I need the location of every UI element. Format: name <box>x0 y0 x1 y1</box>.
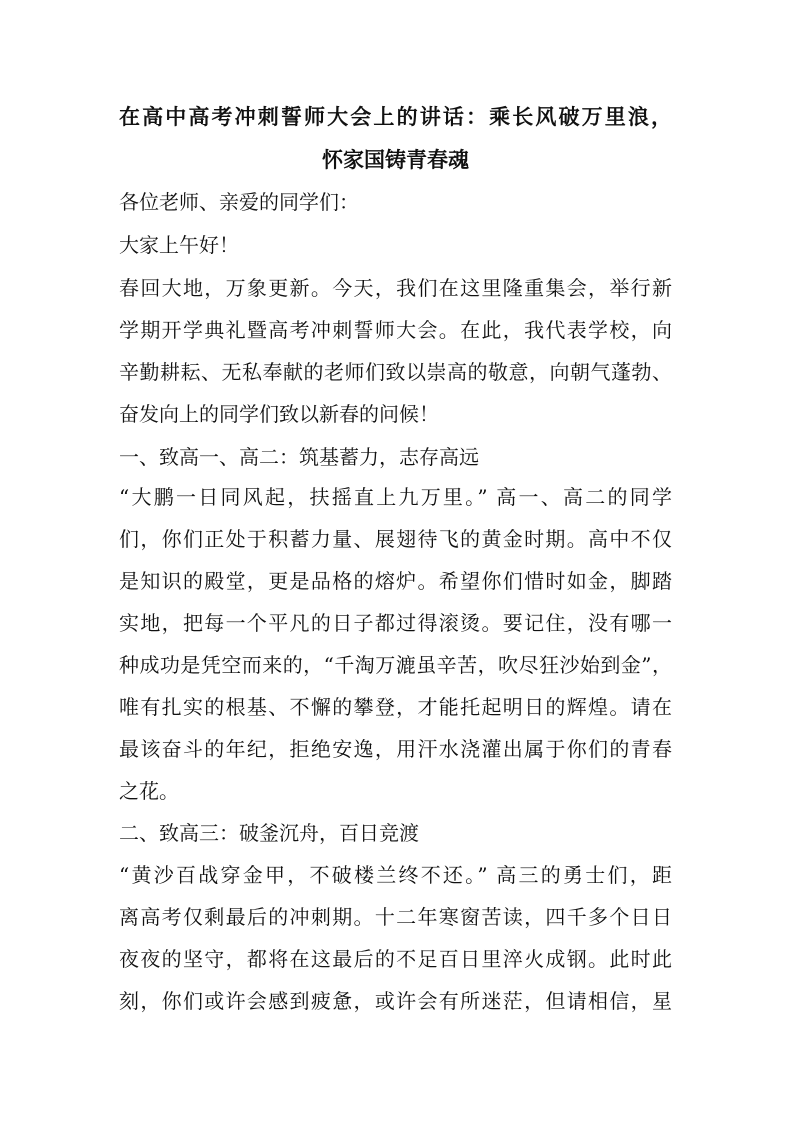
section-1-line: 唯有扎实的根基、不懈的攀登，才能托起明日的辉煌。请在 <box>119 695 672 719</box>
section-1-line: 种成功是凭空而来的，“千淘万漉虽辛苦，吹尽狂沙始到金”， <box>119 653 672 677</box>
section-2-line: 夜夜的坚守，都将在这最后的不足百日里淬火成钢。此时此 <box>119 947 672 971</box>
section-2-line: “黄沙百战穿金甲，不破楼兰终不还。” 高三的勇士们，距 <box>119 863 672 887</box>
intro-line: 春回大地，万象更新。今天，我们在这里隆重集会，举行新 <box>119 276 672 300</box>
section-1-line: 最该奋斗的年纪，拒绝安逸，用汗水浇灌出属于你们的青春 <box>119 737 672 761</box>
section-1-line: 们，你们正处于积蓄力量、展翅待飞的黄金时期。高中不仅 <box>119 527 672 551</box>
document-title-line-2: 怀家国铸青春魂 <box>322 147 469 172</box>
section-1-line: 之花。 <box>119 779 179 803</box>
section-1-line: “大鹏一日同风起，扶摇直上九万里。” 高一、高二的同学 <box>119 485 672 509</box>
section-1-heading: 一、致高一、高二：筑基蓄力，志存高远 <box>119 445 479 469</box>
section-1-line: 实地，把每一个平凡的日子都过得滚烫。要记住，没有哪一 <box>119 611 672 635</box>
intro-line: 奋发向上的同学们致以新春的问候！ <box>119 402 439 426</box>
document-title-line-1: 在高中高考冲刺誓师大会上的讲话：乘长风破万里浪， <box>119 104 672 129</box>
section-1-line: 是知识的殿堂，更是品格的熔炉。希望你们惜时如金，脚踏 <box>119 569 672 593</box>
section-2-line: 离高考仅剩最后的冲刺期。十二年寒窗苦读，四千多个日日 <box>119 905 672 929</box>
intro-line: 学期开学典礼暨高考冲刺誓师大会。在此，我代表学校，向 <box>119 318 672 342</box>
salutation: 各位老师、亲爱的同学们： <box>119 190 359 214</box>
intro-line: 辛勤耕耘、无私奉献的老师们致以崇高的敬意，向朝气蓬勃、 <box>119 360 672 384</box>
greeting: 大家上午好！ <box>119 233 239 257</box>
section-2-line: 刻，你们或许会感到疲惫，或许会有所迷茫，但请相信，星 <box>119 989 672 1013</box>
section-2-heading: 二、致高三：破釜沉舟，百日竞渡 <box>119 821 419 845</box>
